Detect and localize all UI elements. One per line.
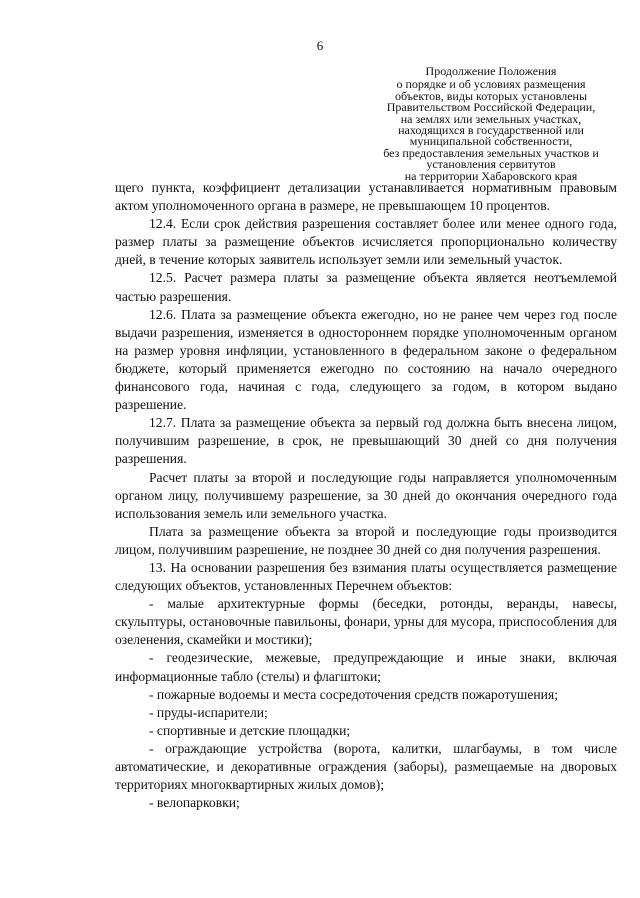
header-line: на территории Хабаровского края: [404, 168, 578, 183]
paragraph-12-6: 12.6. Плата за размещение объекта ежегодно, но не ранее чем через год после выдачи разрешения, изменяется в одностороннем порядке уполномоченным органом на размер уровня инфляции, установленного в федеральном законе о федеральном бюджете, который применяется ежегодно по состоянию на начало очередного финансового года, начиная с года, следующего за годом, в котором выдано разрешение.: [115, 306, 617, 413]
list-item: - пожарные водоемы и места сосредоточения средств пожаротушения;: [149, 686, 558, 702]
paragraph-second-year-calculation: Расчет платы за второй и последующие годы направляется уполномоченным органом лицу, получившему разрешение, за 30 дней до окончания очередного года использования земель или земельного участка.: [115, 469, 617, 521]
paragraph-12-7: 12.7. Плата за размещение объекта за первый год должна быть внесена лицом, получившим разрешение, в срок, не превышающий 30 дней со дня получения разрешения.: [115, 415, 617, 467]
list-item: - пруды-испарители;: [149, 704, 268, 720]
paragraph-second-year-payment: Плата за размещение объекта за второй и последующие годы производится лицом, получившим разрешение, не позднее 30 дней со дня получения разрешения.: [115, 523, 617, 557]
list-item: - спортивные и детские площадки;: [149, 722, 351, 738]
paragraph-12-5: 12.5. Расчет размера платы за размещение объекта является неотъемлемой частью разрешения.: [115, 270, 617, 304]
header-line: Правительством Российской Федерации,: [386, 100, 596, 115]
document-header: [358, 66, 624, 182]
header-line: о порядке и об условиях размещения: [396, 77, 586, 92]
header-line: муниципальной собственности,: [409, 134, 573, 149]
document-body: [115, 179, 617, 812]
list-item: - велопарковки;: [149, 795, 240, 811]
header-line: без предоставления земельных участков и: [383, 145, 599, 160]
header-line: объектов, виды которых установлены: [395, 88, 587, 103]
paragraph-continuation: щего пункта, коэффициент детализации устанавливается нормативным правовым актом уполномоченного органа в размере, не превышающем 10 процентов.: [115, 180, 617, 214]
list-item: - ограждающие устройства (ворота, калитки, шлагбаумы, в том числе автоматические, и декоративные ограждения (заборы), размещаемые на дворовых территориях многоквартирных жилых домов);: [115, 740, 617, 793]
paragraph-12-4: 12.4. Если срок действия разрешения составляет более или менее одного года, размер платы за размещение объектов исчисляется пропорционально количеству дней, в течение которых заявитель использует земли или земельный участок.: [115, 216, 617, 268]
paragraph-13: 13. На основании разрешения без взимания платы осуществляется размещение следующих объектов, установленных Перечнем объектов:: [115, 559, 617, 594]
list-item: - геодезические, межевые, предупреждающие и иные знаки, включая информационные табло (стелы) и флагштоки;: [115, 650, 617, 684]
header-line: находящихся в государственной или: [398, 123, 584, 138]
page-number: 6: [316, 38, 324, 53]
list-item: - малые архитектурные формы (беседки, ротонды, веранды, навесы, скульптуры, остановочные павильоны, фонари, урны для мусора, приспособления для озеленения, скамейки и мостики);: [115, 596, 617, 648]
header-line: установления сервитутов: [426, 157, 556, 172]
header-title: Продолжение Положения: [425, 64, 557, 78]
header-line: на землях или земельных участках,: [400, 111, 582, 126]
